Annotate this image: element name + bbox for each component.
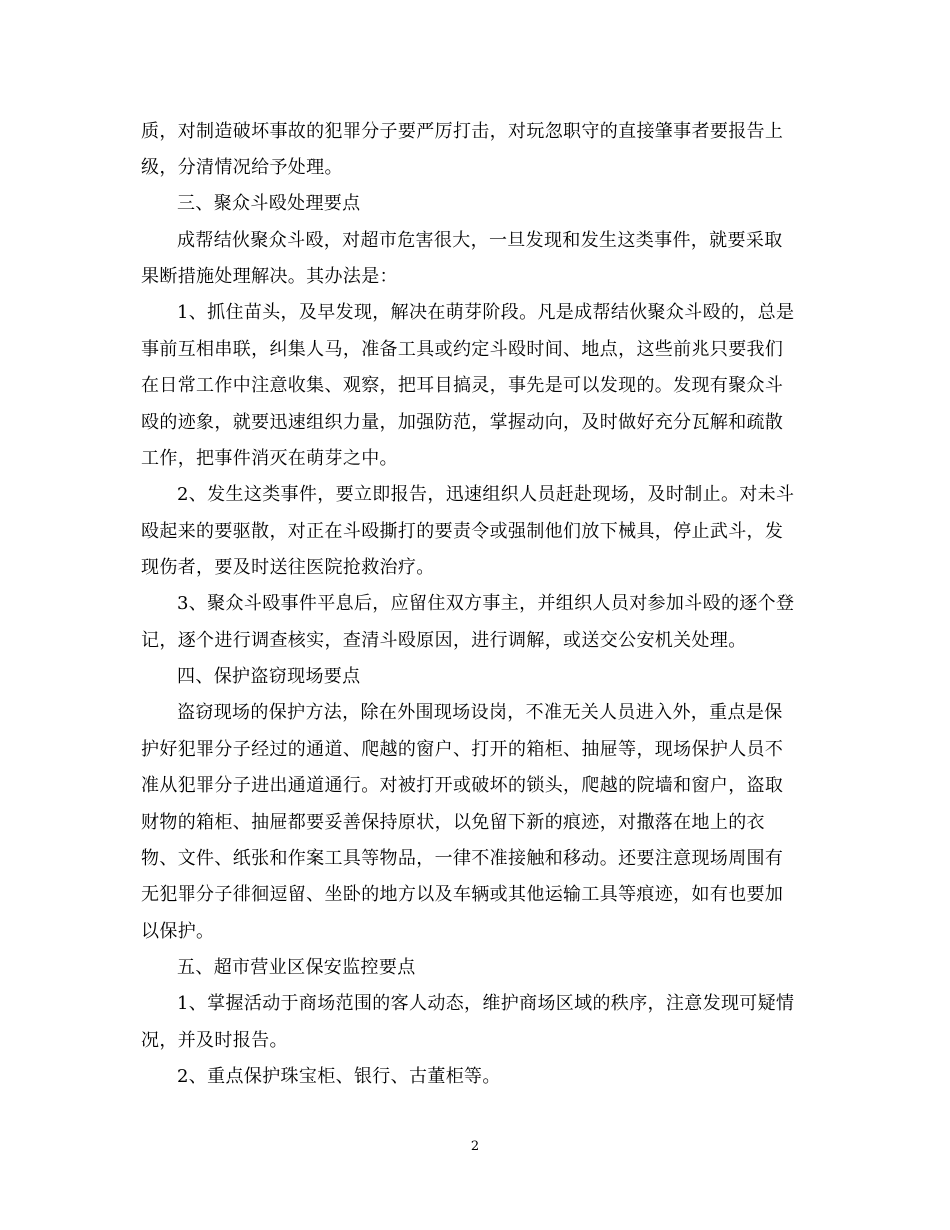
paragraph-line: 殴起来的要驱散，对正在斗殴撕打的要责令或强制他们放下械具，停止武斗，发 — [141, 521, 784, 542]
text-line: 质，对制造破坏事故的犯罪分子要严厉打击，对玩忽职守的直接肇事者要报告上 — [141, 121, 784, 142]
paragraph-line: 准从犯罪分子进出通道通行。对被打开或破坏的锁头，爬越的院墙和窗户，盗取 — [141, 775, 784, 796]
paragraph-line: 无犯罪分子徘徊逗留、坐卧的地方以及车辆或其他运输工具等痕迹，如有也要加 — [141, 884, 784, 905]
paragraph-line: 现伤者，要及时送往医院抢救治疗。 — [141, 557, 435, 578]
section-heading: 四、保护盗窃现场要点 — [177, 666, 361, 687]
paragraph-line: 1、掌握活动于商场范围的客人动态，维护商场区域的秩序，注意发现可疑情 — [177, 993, 795, 1014]
paragraph-line: 成帮结伙聚众斗殴，对超市危害很大，一旦发现和发生这类事件，就要采取 — [177, 230, 783, 251]
paragraph-line: 在日常工作中注意收集、观察，把耳目搞灵，事先是可以发现的。发现有聚众斗 — [141, 375, 784, 396]
paragraph-line: 2、发生这类事件，要立即报告，迅速组织人员赶赴现场，及时制止。对未斗 — [177, 484, 795, 505]
paragraph-line: 事前互相串联，纠集人马，准备工具或约定斗殴时间、地点，这些前兆只要我们 — [141, 339, 784, 360]
paragraph-line: 1、抓住苗头，及早发现，解决在萌芽阶段。凡是成帮结伙聚众斗殴的，总是 — [177, 302, 795, 323]
paragraph-line: 财物的箱柜、抽屉都要妥善保持原状，以免留下新的痕迹，对撒落在地上的衣 — [141, 812, 765, 833]
section-heading: 三、聚众斗殴处理要点 — [177, 193, 361, 214]
paragraph-line: 殴的迹象，就要迅速组织力量，加强防范，掌握动向，及时做好充分瓦解和疏散 — [141, 412, 784, 433]
paragraph-line: 2、重点保护珠宝柜、银行、古董柜等。 — [177, 1066, 501, 1087]
paragraph-line: 护好犯罪分子经过的通道、爬越的窗户、打开的箱柜、抽屉等，现场保护人员不 — [141, 739, 784, 760]
paragraph-line: 记，逐个进行调查核实，查清斗殴原因，进行调解，或送交公安机关处理。 — [141, 630, 747, 651]
paragraph-line: 况，并及时报告。 — [141, 1030, 288, 1051]
section-heading: 五、超市营业区保安监控要点 — [177, 957, 416, 978]
paragraph-line: 以保护。 — [141, 921, 215, 942]
paragraph-line: 物、文件、纸张和作案工具等物品，一律不准接触和移动。还要注意现场周围有 — [141, 848, 784, 869]
paragraph-line: 盗窃现场的保护方法，除在外围现场设岗，不准无关人员进入外，重点是保 — [177, 702, 783, 723]
page-number: 2 — [470, 1139, 480, 1154]
paragraph-line: 3、聚众斗殴事件平息后，应留住双方事主，并组织人员对参加斗殴的逐个登 — [177, 593, 795, 614]
text-line: 级，分清情况给予处理。 — [141, 157, 343, 178]
paragraph-line: 果断措施处理解决。其办法是： — [141, 266, 398, 287]
paragraph-line: 工作，把事件消灭在萌芽之中。 — [141, 448, 398, 469]
